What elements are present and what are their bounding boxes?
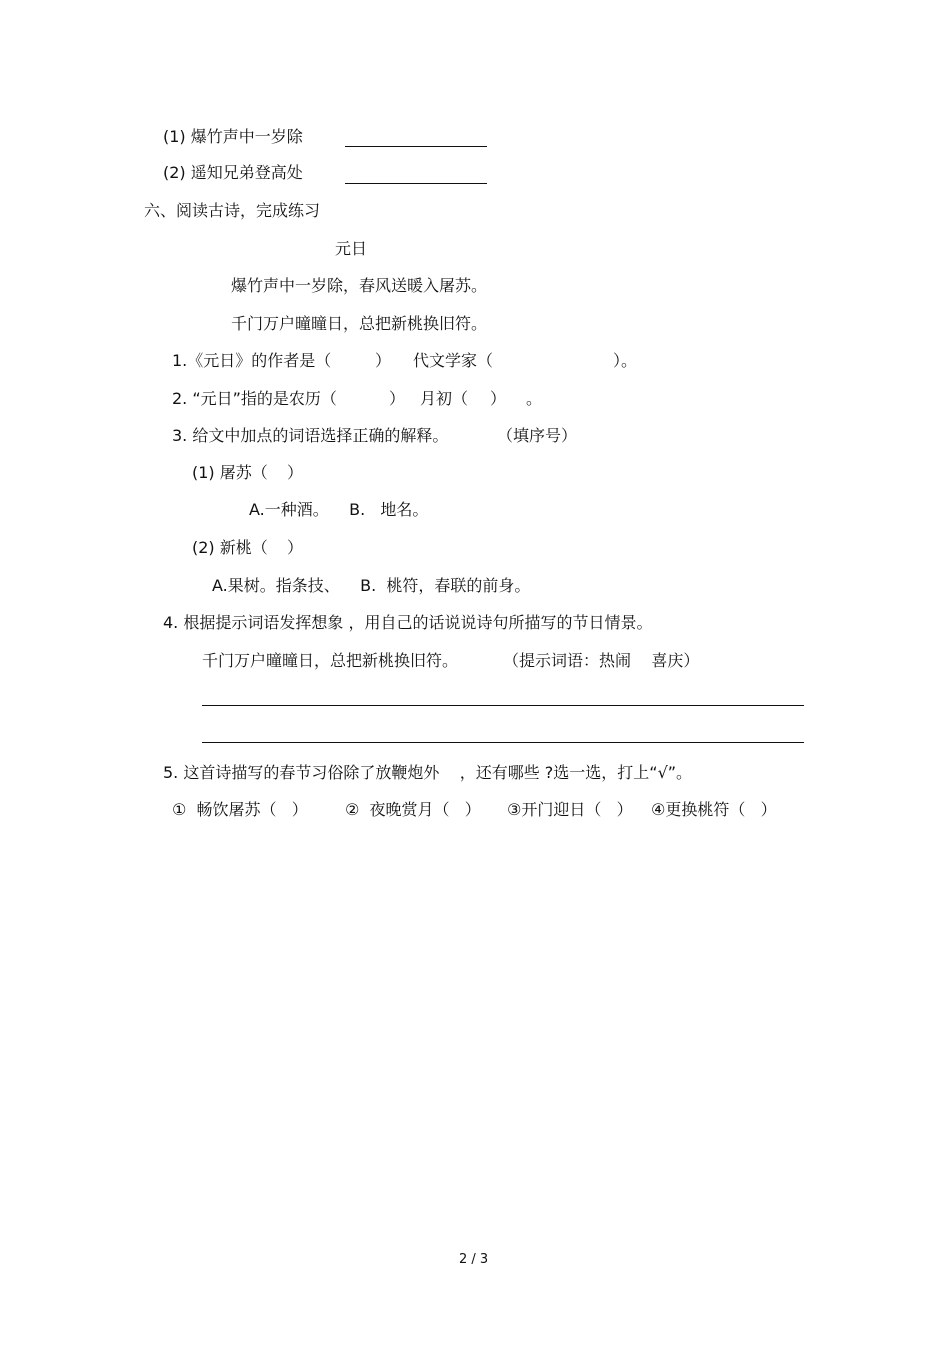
item-1-text: (1) 爆竹声中一岁除 [163,127,303,146]
q1-end: ）。 [613,351,638,370]
q5-option-4: ④更换桃符（ ） [651,800,777,819]
q2-mid: 月初（ [420,389,469,408]
section-six-heading: 六、阅读古诗，完成练习 [144,201,321,220]
q1-mid: 代文学家（ [413,351,494,370]
answer-line-1[interactable] [202,705,804,706]
q5-option-3: ③开门迎日（ ） [507,800,633,819]
poem-line-1: 爆竹声中一岁除，春风送暖入屠苏。 [231,276,488,295]
q4-hint: （提示词语：热闹 喜庆） [503,651,700,670]
poem-title: 元日 [335,239,368,258]
q2-close: ） [389,389,406,408]
answer-blank-2[interactable] [345,183,487,184]
q2-prefix: 2. “元日”指的是农历（ [172,389,337,408]
q3-sub1-label: (1) 屠苏（ [192,463,268,482]
q2-end: 。 [526,389,543,408]
q5-text: 5. 这首诗描写的春节习俗除了放鞭炮外 ，还有哪些 ?选一选，打上“√”。 [163,763,693,782]
answer-line-2[interactable] [202,742,804,743]
q3-sub1-options: A.一种酒。 B. 地名。 [249,500,429,519]
q3-hint: （填序号） [497,426,578,445]
q3-sub2-label: (2) 新桃（ [192,538,268,557]
answer-blank-1[interactable] [345,146,487,147]
q2-close2: ） [490,389,507,408]
poem-line-2: 千门万户曈曈日，总把新桃换旧符。 [231,314,488,333]
q4-text: 4. 根据提示词语发挥想象 ，用自己的话说说诗句所描写的节日情景。 [163,613,653,632]
q3-text: 3. 给文中加点的词语选择正确的解释。 [172,426,449,445]
page-number: 2 / 3 [459,1252,489,1267]
q5-option-1: ① 畅饮屠苏（ ） [172,800,308,819]
q1-close: ） [375,351,392,370]
item-2-text: (2) 遥知兄弟登高处 [163,163,303,182]
q3-sub2-close: ） [287,538,304,557]
q4-poem-line: 千门万户曈曈日，总把新桃换旧符。 [202,651,459,670]
q1-prefix: 1.《元日》的作者是（ [172,351,332,370]
q3-sub2-options: A.果树。指条技、 B. 桃符，春联的前身。 [212,576,531,595]
q5-option-2: ② 夜晚赏月（ ） [345,800,481,819]
q3-sub1-close: ） [287,463,304,482]
